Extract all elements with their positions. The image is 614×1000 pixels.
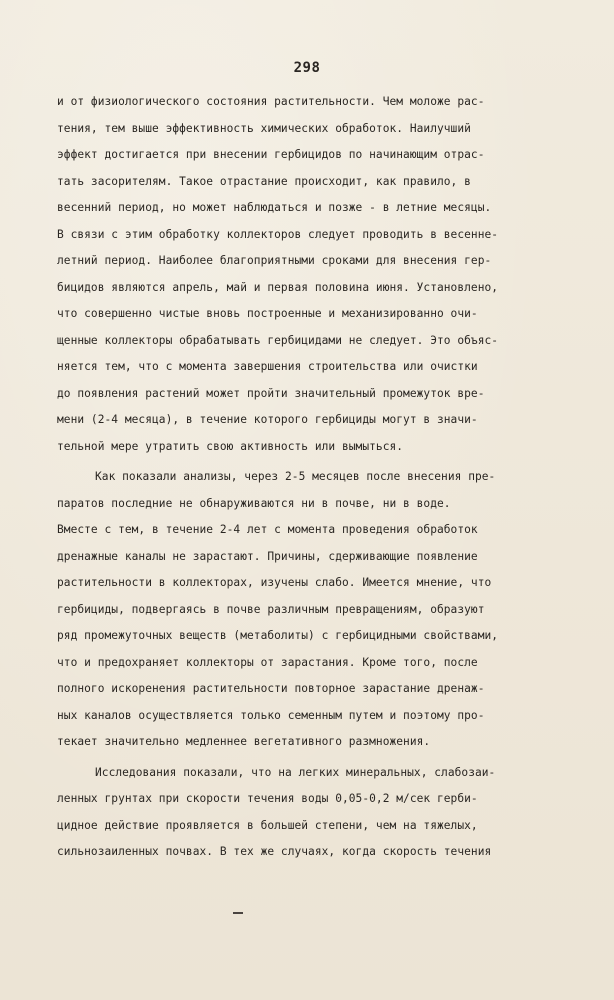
page-number: 298 xyxy=(293,60,321,76)
text-line: полного искоренения растительности повторное зарастание дренаж- xyxy=(57,682,485,695)
text-line: цидное действие проявляется в большей степени, чем на тяжелых, xyxy=(57,818,478,832)
text-line: мени (2-4 месяца), в течение которого гербициды могут в значи- xyxy=(57,413,478,426)
text-line: бицидов являются апрель, май и первая половина июня. Установлено, xyxy=(57,280,499,294)
text-line: и от физиологического состояния растительности. Чем моложе рас- xyxy=(57,95,485,108)
text-line: летний период. Наиболее благоприятными сроками для внесения гер- xyxy=(57,254,492,267)
text-line: весенний период, но может наблюдаться и позже - в летние месяцы. xyxy=(57,201,492,214)
text-line: тения, тем выше эффективность химических обработок. Наилучший xyxy=(57,121,471,135)
text-line: сильнозаиленных почвах. В тех же случаях, когда скорость течения xyxy=(57,845,492,858)
text-line: ных каналов осуществляется только семенным путем и поэтому про- xyxy=(57,708,485,722)
text-line: растительности в коллекторах, изучены слабо. Имеется мнение, что xyxy=(57,576,492,589)
text-line: ленных грунтах при скорости течения воды 0,05-0,2 м/сек герби- xyxy=(57,792,478,805)
text-line: ряд промежуточных веществ (метаболиты) с гербицидными свойствами, xyxy=(57,629,499,642)
text-line: щенные коллекторы обрабатывать гербицидами не следует. Это объяс- xyxy=(57,333,499,347)
text-line: эффект достигается при внесении гербицидов по начинающим отрас- xyxy=(57,148,485,161)
text-line: что и предохраняет коллекторы от зарастания. Кроме того, после xyxy=(57,655,478,669)
text-line: Исследования показали, что на легких минеральных, слабозаи- xyxy=(95,765,496,779)
text-line: что совершенно чистые вновь построенные и механизированно очи- xyxy=(57,307,478,320)
text-line: паратов последние не обнаруживаются ни в почве, ни в воде. xyxy=(57,496,451,510)
body-text xyxy=(57,89,577,866)
text-line: тать засорителям. Такое отрастание происходит, как правило, в xyxy=(57,174,471,188)
text-line: Вместе с тем, в течение 2-4 лет с момента проведения обработок xyxy=(57,523,478,536)
text-line: текает значительно медленнее вегетативного размножения. xyxy=(57,735,431,748)
footer-dash-mark xyxy=(233,912,243,914)
text-line: дренажные каналы не зарастают. Причины, сдерживающие появление xyxy=(57,549,478,563)
text-line: В связи с этим обработку коллекторов следует проводить в весенне- xyxy=(57,227,499,241)
text-line: тельной мере утратить свою активность или вымыться. xyxy=(57,439,404,453)
text-line: няется тем, что с момента завершения строительства или очистки xyxy=(57,360,478,373)
text-line: до появления растений может пройти значительный промежуток вре- xyxy=(57,386,485,400)
text-line: Как показали анализы, через 2-5 месяцев после внесения пре- xyxy=(95,470,496,483)
text-line: гербициды, подвергаясь в почве различным превращениям, образуют xyxy=(57,602,485,616)
